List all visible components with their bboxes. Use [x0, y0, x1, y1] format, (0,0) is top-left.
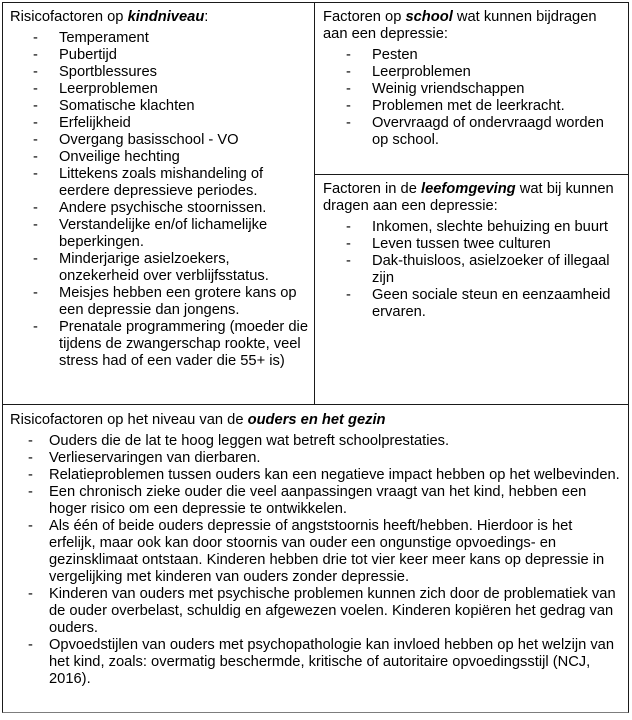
- list-item: [10, 518, 620, 586]
- list-item: [10, 251, 309, 285]
- list-item: [10, 115, 309, 132]
- child-level-list: [10, 30, 309, 370]
- header-text: :: [204, 9, 209, 25]
- list-item-text: Problemen met de leerkracht.: [372, 98, 565, 114]
- list-item: [323, 115, 623, 149]
- list-dash: -: [33, 81, 38, 97]
- list-item-text: Inkomen, slechte behuizing en buurt: [372, 219, 608, 235]
- list-dash: -: [28, 518, 33, 534]
- header-text: wat kunnen bijdragen aan een depressie:: [323, 9, 597, 42]
- cell-school-factors: [315, 3, 628, 175]
- list-dash: -: [28, 637, 33, 653]
- risk-factors-table: [2, 2, 629, 713]
- list-item-text: Pubertijd: [59, 47, 117, 63]
- list-item-text: Leerproblemen: [372, 64, 471, 80]
- list-item-text: Ouders die de lat te hoog leggen wat betreft schoolprestaties.: [49, 433, 450, 449]
- list-item-text: Sportblessures: [59, 64, 157, 80]
- header-text: Risicofactoren op het niveau van de: [10, 412, 248, 428]
- list-dash: -: [346, 236, 351, 252]
- list-item: [10, 30, 309, 47]
- list-dash: -: [33, 166, 38, 182]
- list-item: [10, 450, 620, 467]
- list-item: [10, 319, 309, 370]
- list-item: [323, 98, 623, 115]
- header-emphasis: leefomgeving: [420, 181, 516, 197]
- cell-child-level-risk-factors: [3, 3, 315, 404]
- list-item: [10, 637, 620, 688]
- cell-environment-factors: [315, 175, 628, 404]
- list-item-text: Minderjarige asielzoekers, onzekerheid over verblijfsstatus.: [59, 251, 269, 284]
- list-item-text: Relatieproblemen tussen ouders kan een negatieve impact hebben op het welbevinden.: [49, 467, 620, 483]
- list-item: [10, 98, 309, 115]
- parents-family-list: [10, 433, 620, 688]
- child-level-header: [10, 9, 309, 26]
- school-factors-list: [323, 47, 623, 149]
- list-item-text: Leerproblemen: [59, 81, 158, 97]
- list-dash: -: [33, 319, 38, 335]
- parents-family-header: [10, 412, 620, 429]
- list-dash: -: [33, 149, 38, 165]
- list-item: [10, 433, 620, 450]
- school-factors-header: [323, 9, 623, 43]
- list-item: [10, 166, 309, 200]
- list-item-text: Andere psychische stoornissen.: [59, 200, 267, 216]
- list-item-text: Als één of beide ouders depressie of angststoornis heeft/hebben. Hierdoor is het erfelijk, maar ook kan door stoornis van ouder een ongunstige opvoedings- en gezinsklimaat ontstaan. Kinderen hebben drie tot vier keer meer kans op depressie in vergelijking met kinderen van ouders zonder depressie.: [49, 518, 605, 585]
- list-item-text: Prenatale programmering (moeder die tijdens de zwangerschap rookte, veel stress had of een vader die 55+ is): [59, 319, 308, 369]
- list-dash: -: [33, 98, 38, 114]
- list-item-text: Somatische klachten: [59, 98, 195, 114]
- list-item-text: Kinderen van ouders met psychische problemen kunnen zich door de problematiek van de ouder overbelast, schuldig en afgewezen voelen. Kinderen kopiëren het gedrag van ouders.: [49, 586, 616, 636]
- list-dash: -: [346, 98, 351, 114]
- list-item: [323, 64, 623, 81]
- list-dash: -: [346, 253, 351, 269]
- table-top-row: [3, 3, 628, 405]
- list-item: [323, 236, 623, 253]
- list-item: [10, 47, 309, 64]
- list-dash: -: [28, 467, 33, 483]
- list-item: [10, 64, 309, 81]
- list-item: [323, 47, 623, 64]
- list-dash: -: [346, 64, 351, 80]
- list-item: [10, 149, 309, 166]
- list-item: [10, 132, 309, 149]
- list-dash: -: [346, 81, 351, 97]
- list-item-text: Meisjes hebben een grotere kans op een depressie dan jongens.: [59, 285, 297, 318]
- list-dash: -: [33, 132, 38, 148]
- list-dash: -: [346, 115, 351, 131]
- list-item: [10, 200, 309, 217]
- list-dash: -: [346, 287, 351, 303]
- list-dash: -: [28, 484, 33, 500]
- list-item: [323, 219, 623, 236]
- header-emphasis: kindniveau: [127, 9, 205, 25]
- environment-factors-list: [323, 219, 623, 321]
- list-dash: -: [33, 285, 38, 301]
- list-dash: -: [28, 433, 33, 449]
- list-item-text: Onveilige hechting: [59, 149, 180, 165]
- list-item-text: Littekens zoals mishandeling of eerdere depressieve periodes.: [59, 166, 264, 199]
- header-emphasis: ouders en het gezin: [247, 412, 386, 428]
- list-item: [10, 217, 309, 251]
- list-item-text: Erfelijkheid: [59, 115, 131, 131]
- list-dash: -: [33, 30, 38, 46]
- list-item: [10, 586, 620, 637]
- list-item-text: Leven tussen twee culturen: [372, 236, 551, 252]
- header-emphasis: school: [405, 9, 453, 25]
- list-item: [323, 81, 623, 98]
- list-dash: -: [346, 219, 351, 235]
- list-item-text: Geen sociale steun en eenzaamheid ervaren.: [372, 287, 611, 320]
- table-right-column: [315, 3, 628, 404]
- list-item: [10, 81, 309, 98]
- list-item-text: Opvoedstijlen van ouders met psychopathologie kan invloed hebben op het welzijn van het kind, zoals: overmatig beschermde, kritische of autoritaire opvoedingsstijl (NCJ, 2016).: [49, 637, 615, 687]
- list-item: [10, 484, 620, 518]
- list-dash: -: [33, 64, 38, 80]
- list-dash: -: [33, 47, 38, 63]
- list-dash: -: [33, 200, 38, 216]
- list-item: [10, 467, 620, 484]
- list-item-text: Een chronisch zieke ouder die veel aanpassingen vraagt van het kind, hebben een hoger risico om een depressie te ontwikkelen.: [49, 484, 587, 517]
- list-dash: -: [346, 47, 351, 63]
- list-item-text: Verstandelijke en/of lichamelijke beperkingen.: [59, 217, 268, 250]
- header-text: wat bij kunnen dragen aan een depressie:: [323, 181, 614, 214]
- list-item: [323, 287, 623, 321]
- list-dash: -: [28, 586, 33, 602]
- cell-parents-family-risk-factors: [3, 405, 628, 712]
- list-dash: -: [33, 217, 38, 233]
- list-dash: -: [33, 251, 38, 267]
- list-item-text: Dak-thuisloos, asielzoeker of illegaal zijn: [372, 253, 610, 286]
- list-item-text: Verlieservaringen van dierbaren.: [49, 450, 261, 466]
- list-dash: -: [33, 115, 38, 131]
- list-item-text: Pesten: [372, 47, 418, 63]
- environment-factors-header: [323, 181, 623, 215]
- list-item: [10, 285, 309, 319]
- header-text: Factoren in de: [323, 181, 421, 197]
- list-item-text: Overgang basisschool - VO: [59, 132, 239, 148]
- header-text: Factoren op: [323, 9, 406, 25]
- list-item-text: Temperament: [59, 30, 149, 46]
- list-item: [323, 253, 623, 287]
- list-dash: -: [28, 450, 33, 466]
- header-text: Risicofactoren op: [10, 9, 128, 25]
- list-item-text: Weinig vriendschappen: [372, 81, 525, 97]
- list-item-text: Overvraagd of ondervraagd worden op school.: [372, 115, 604, 148]
